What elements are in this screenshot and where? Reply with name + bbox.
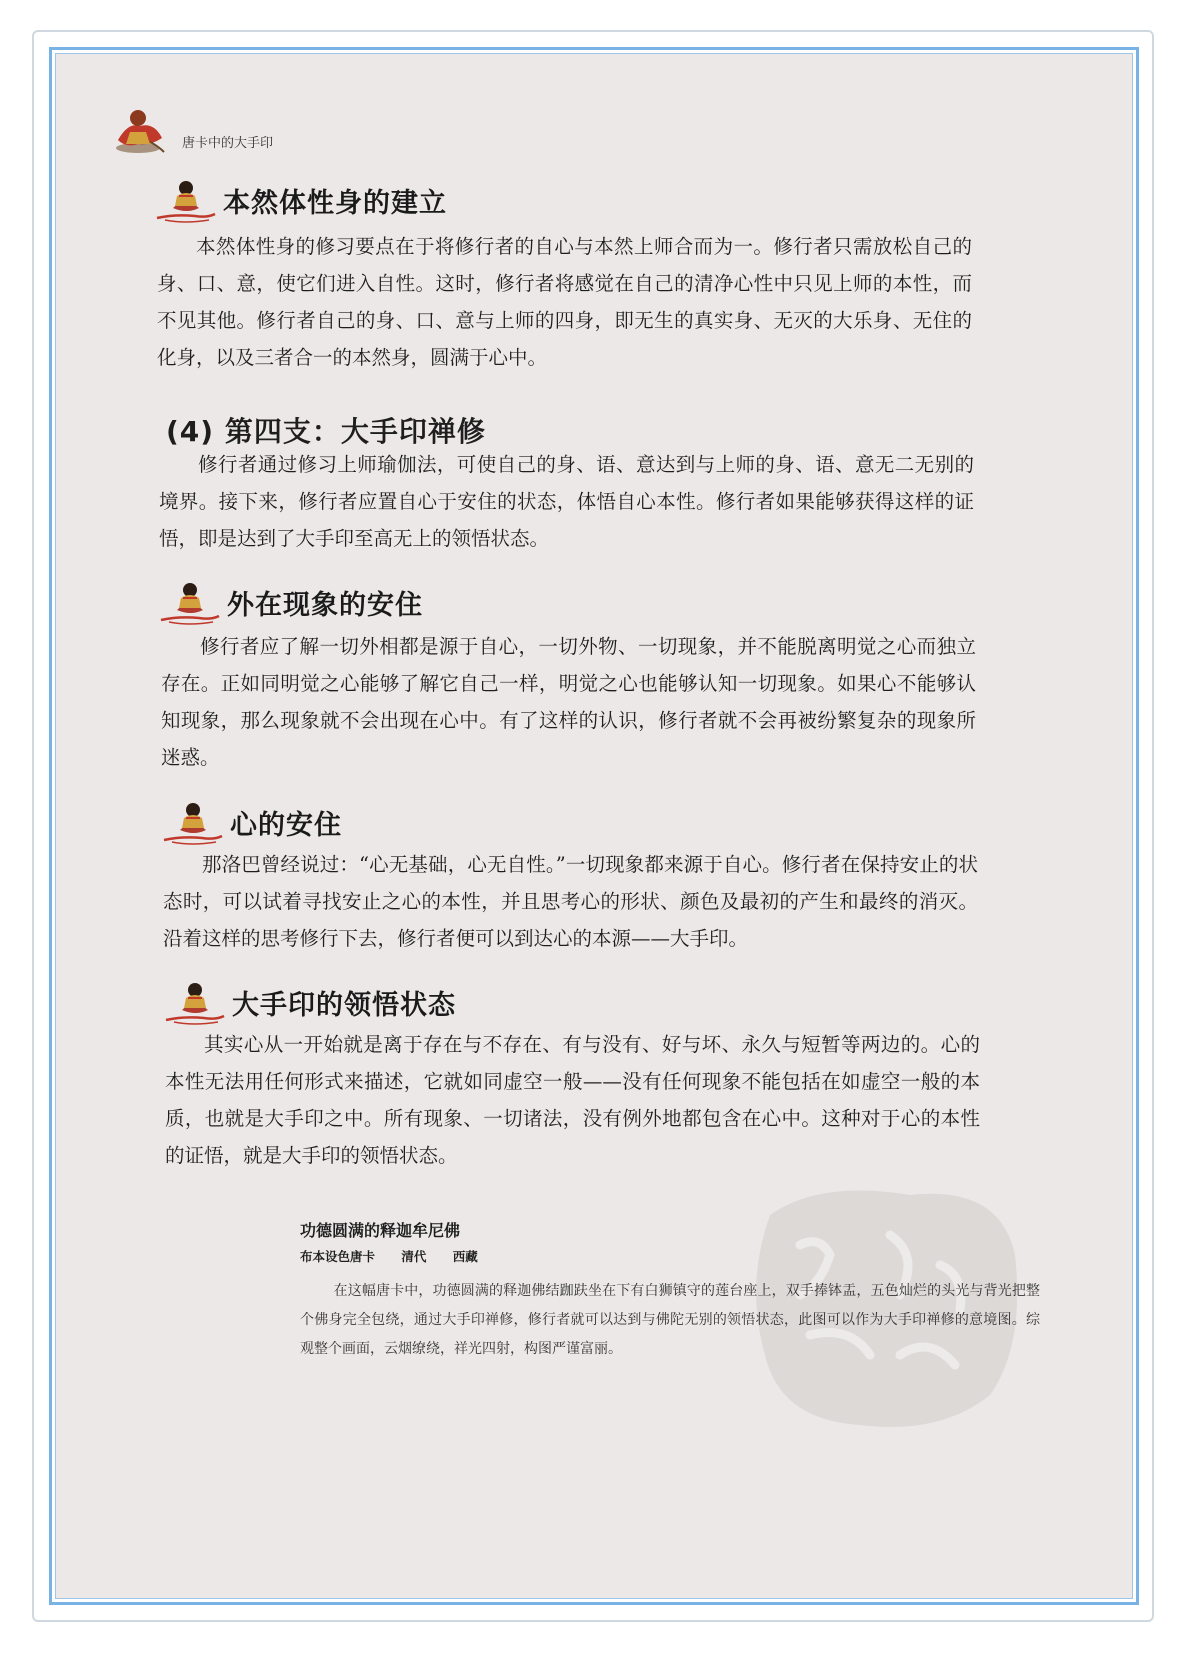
paragraph-2: 修行者通过修习上师瑜伽法，可使自己的身、语、意达到与上师的身、语、意无二无别的境界。接下来，修行者应置自心于安住的状态，体悟自心本性。修行者如果能够获得这样的证悟，即是达到了大手印至高无上的领悟状态。 — [159, 453, 974, 550]
deity-icon — [164, 976, 226, 1028]
running-header-label: 唐卡中的大手印 — [182, 135, 274, 151]
running-header — [110, 102, 273, 156]
deity-icon — [159, 576, 221, 628]
section-title: 外在现象的安住 — [227, 589, 423, 621]
section-heading-1 — [155, 174, 447, 226]
paragraph-4: 那洛巴曾经说过：“心无基础，心无自性。”一切现象都来源于自心。修行者在保持安止的状态时，可以试着寻找安止之心的本性，并且思考心的形状、颜色及最初的产生和最终的消灭。沿着这样的思考修行下去，修行者便可以到达心的本源——大手印。 — [163, 853, 978, 950]
section-heading-2 — [159, 576, 423, 628]
section-heading-4 — [164, 976, 456, 1028]
paragraph-1: 本然体性身的修习要点在于将修行者的自心与本然上师合而为一。修行者只需放松自己的身、口、意，使它们进入自性。这时，修行者将感觉在自己的清净心性中只见上师的本性，而不见其他。修行者自己的身、口、意与上师的四身，即无生的真实身、无灭的大乐身、无住的化身，以及三者合一的本然身，圆满于心中。 — [157, 235, 972, 369]
chapter-title: (4) 第四支：大手印禅修 — [166, 415, 486, 448]
section-heading-3 — [162, 796, 342, 848]
image-caption — [300, 1218, 1040, 1364]
section-title: 心的安住 — [230, 809, 342, 841]
deity-icon — [155, 174, 217, 226]
deity-icon — [162, 796, 224, 848]
caption-dynasty: 清代 — [401, 1249, 427, 1264]
caption-medium: 布本设色唐卡 — [300, 1249, 376, 1264]
section-title: 大手印的领悟状态 — [232, 989, 456, 1021]
caption-title: 功德圆满的释迦牟尼佛 — [300, 1221, 461, 1240]
paragraph-3: 修行者应了解一切外相都是源于自心，一切外物、一切现象，并不能脱离明觉之心而独立存在。正如同明觉之心能够了解它自己一样，明觉之心也能够认知一切现象。如果心不能够认知现象，那么现象就不会出现在心中。有了这样的认识，修行者就不会再被纷繁复杂的现象所迷惑。 — [161, 635, 976, 769]
caption-body: 在这幅唐卡中，功德圆满的释迦佛结跏趺坐在下有白狮镇守的莲台座上，双手捧钵盂，五色灿烂的头光与背光把整个佛身完全包绕，通过大手印禅修，修行者就可以达到与佛陀无别的领悟状态，此图可以作为大手印禅修的意境图。综观整个画面，云烟缭绕，祥光四射，构图严谨富丽。 — [300, 1283, 1040, 1357]
caption-subtitle — [300, 1247, 1040, 1265]
monk-figure-icon — [110, 102, 168, 156]
section-title: 本然体性身的建立 — [223, 187, 447, 219]
caption-region: 西藏 — [452, 1249, 478, 1264]
paragraph-5: 其实心从一开始就是离于存在与不存在、有与没有、好与坏、永久与短暂等两边的。心的本性无法用任何形式来描述，它就如同虚空一般——没有任何现象不能包括在如虚空一般的本质，也就是大手印之中。所有现象、一切诸法，没有例外地都包含在心中。这种对于心的本性的证悟，就是大手印的领悟状态。 — [165, 1033, 980, 1167]
